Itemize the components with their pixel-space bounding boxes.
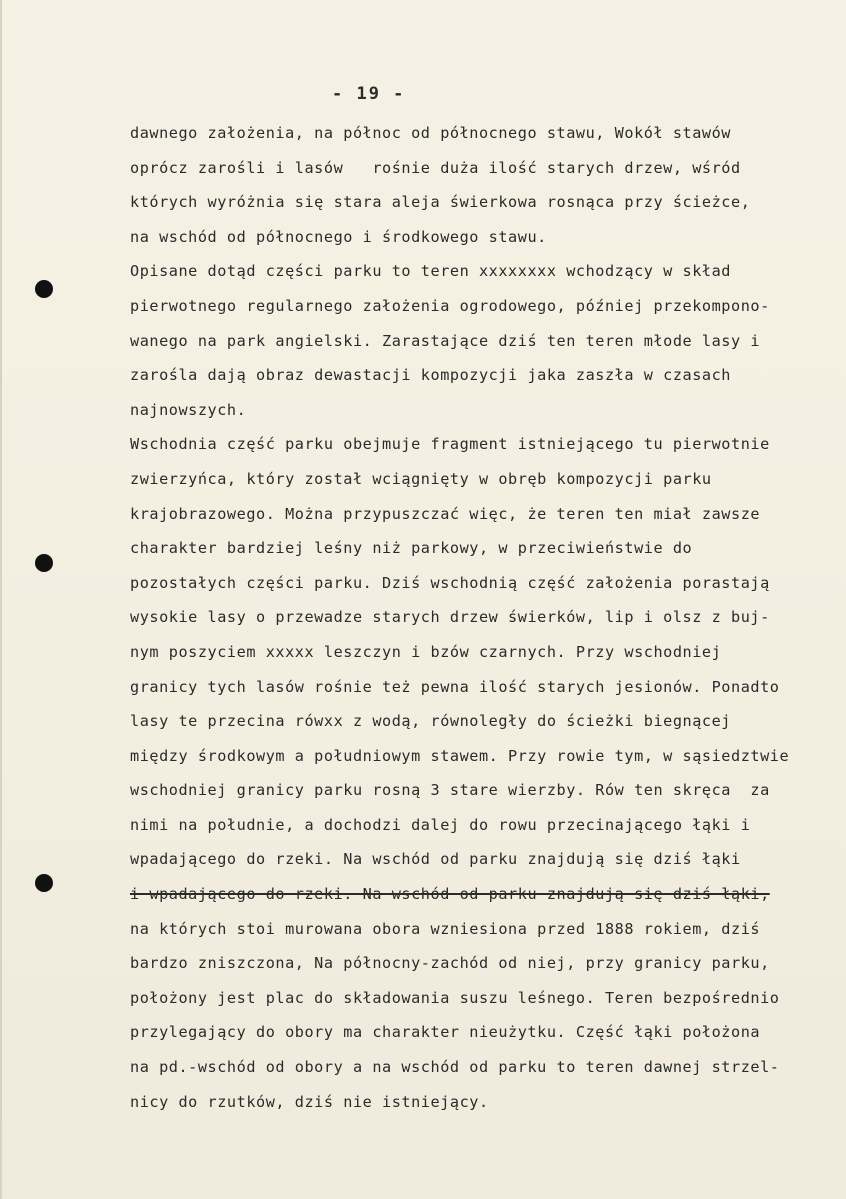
text-line: pozostałych części parku. Dziś wschodnią część założenia porastają xyxy=(130,573,770,592)
text-line: charakter bardziej leśny niż parkowy, w przeciwieństwie do xyxy=(130,539,693,558)
text-line: wschodniej granicy parku rosną 3 stare wierzby. Rów ten skręca za xyxy=(130,781,770,800)
text-line: na wschód od północnego i środkowego stawu. xyxy=(130,227,547,246)
text-line: najnowszych. xyxy=(130,400,247,419)
text-line: nym poszyciem xxxxx leszczyn i bzów czarnych. Przy wschodniej xyxy=(130,642,722,661)
page-number: - 19 - xyxy=(332,84,406,104)
text-line: lasy te przecina rówxx z wodą, równoległy do ścieżki biegnącej xyxy=(130,712,732,731)
body-text xyxy=(130,116,830,1119)
struck-through-line: i wpadającego do rzeki. Na wschód od parku znajdują się dziś łąki, xyxy=(130,885,770,904)
text-line: nimi na południe, a dochodzi dalej do rowu przecinającego łąki i xyxy=(130,815,751,834)
text-line: wanego na park angielski. Zarastające dziś ten teren młode lasy i xyxy=(130,331,761,350)
text-line: na których stoi murowana obora wzniesiona przed 1888 rokiem, dziś xyxy=(130,919,761,938)
text-line: Wschodnia część parku obejmuje fragment istniejącego tu pierwotnie xyxy=(130,435,770,454)
text-line: zwierzyńca, który został wciągnięty w obręb kompozycji parku xyxy=(130,469,712,488)
text-line: wpadającego do rzeki. Na wschód od parku znajdują się dziś łąki xyxy=(130,850,741,869)
text-line: nicy do rzutków, dziś nie istniejący. xyxy=(130,1092,489,1111)
text-line: między środkowym a południowym stawem. Przy rowie tym, w sąsiedztwie xyxy=(130,746,790,765)
text-line: pierwotnego regularnego założenia ogrodowego, później przekompono- xyxy=(130,296,770,315)
text-line: zarośla dają obraz dewastacji kompozycji jaka zaszła w czasach xyxy=(130,366,732,385)
text-line: granicy tych lasów rośnie też pewna ilość starych jesionów. Ponadto xyxy=(130,677,780,696)
text-line: dawnego założenia, na północ od północnego stawu, Wokół stawów xyxy=(130,124,732,142)
text-line: na pd.-wschód od obory a na wschód od parku to teren dawnej strzel- xyxy=(130,1058,780,1077)
text-line: których wyróżnia się stara aleja świerkowa rosnąca przy ścieżce, xyxy=(130,193,751,212)
text-line: położony jest plac do składowania suszu leśnego. Teren bezpośrednio xyxy=(130,988,780,1007)
text-line: bardzo zniszczona, Na północny-zachód od niej, przy granicy parku, xyxy=(130,954,770,973)
text-line: przylegający do obory ma charakter nieużytku. Część łąki położona xyxy=(130,1023,761,1042)
punch-hole xyxy=(35,280,53,298)
punch-hole xyxy=(35,554,53,572)
punch-hole xyxy=(35,874,53,892)
text-line: wysokie lasy o przewadze starych drzew świerków, lip i olsz z buj- xyxy=(130,608,770,627)
text-line: oprócz zarośli i lasów rośnie duża ilość starych drzew, wśród xyxy=(130,158,741,177)
text-line: krajobrazowego. Można przypuszczać więc, że teren ten miał zawsze xyxy=(130,504,761,523)
text-line: Opisane dotąd części parku to teren xxxxxxxx wchodzący w skład xyxy=(130,262,732,281)
